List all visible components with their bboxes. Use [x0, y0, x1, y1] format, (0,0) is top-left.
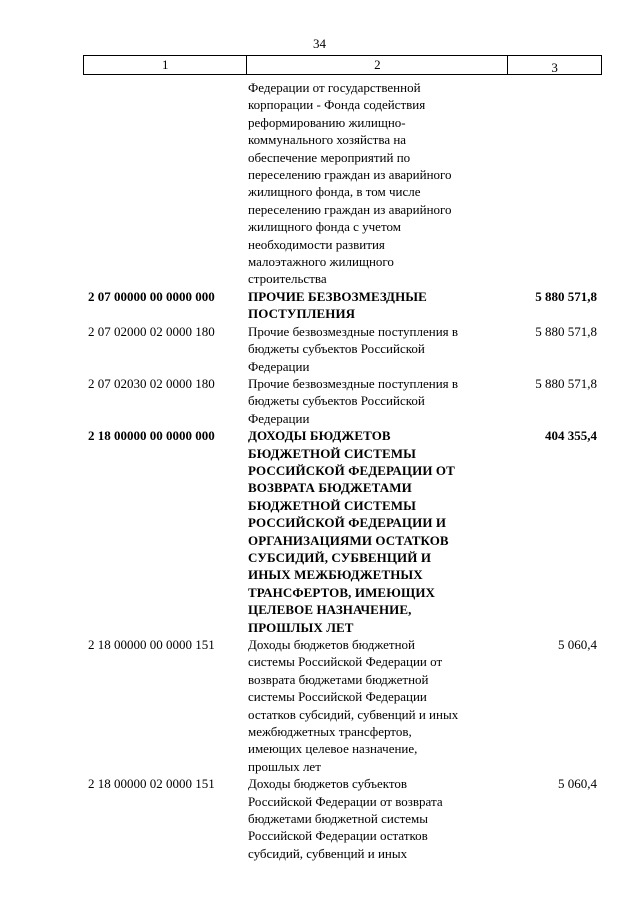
revenue-description	[248, 775, 500, 862]
description-line: Российской Федерации остатков	[248, 828, 428, 844]
description-line: жилищного фонда с учетом	[248, 219, 401, 235]
classification-code: 2 18 00000 00 0000 151	[88, 637, 215, 652]
revenue-description	[248, 427, 500, 636]
description-line: ПРОЧИЕ БЕЗВОЗМЕЗДНЫЕ	[248, 288, 427, 304]
revenue-description	[248, 636, 500, 775]
table-row	[88, 775, 602, 862]
revenue-description	[248, 79, 500, 288]
description-line: ПРОШЛЫХ ЛЕТ	[248, 619, 354, 635]
table-row	[88, 427, 602, 636]
description-line: БЮДЖЕТНОЙ СИСТЕМЫ	[248, 445, 416, 461]
description-line: Федерации	[248, 358, 310, 374]
classification-code: 2 18 00000 02 0000 151	[88, 776, 215, 792]
description-line: ОРГАНИЗАЦИЯМИ ОСТАТКОВ	[248, 532, 449, 548]
description-line: Прочие безвозмездные поступления в	[248, 323, 459, 339]
description-line: ВОЗВРАТА БЮДЖЕТАМИ	[248, 480, 412, 496]
description-line: имеющих целевое назначение,	[248, 741, 418, 757]
description-line: РОССИЙСКОЙ ФЕДЕРАЦИИ И	[248, 515, 447, 531]
revenue-description	[248, 288, 500, 323]
description-line: обеспечение мероприятий по	[248, 149, 411, 165]
revenue-description	[248, 375, 500, 427]
description-line: межбюджетных трансфертов,	[248, 724, 412, 740]
description-line: бюджеты субъектов Российской	[248, 341, 425, 357]
amount: 5 880 571,8	[535, 288, 597, 304]
classification-code: 2 18 00000 00 0000 000	[88, 428, 215, 444]
description-line: коммунального хозяйства на	[248, 132, 407, 148]
description-line: Федерации	[248, 410, 310, 426]
table-header	[83, 55, 602, 75]
description-line: остатков субсидий, субвенций и иных	[248, 706, 459, 722]
revenue-table	[88, 79, 602, 862]
description-line: СУБСИДИЙ, СУБВЕНЦИЙ И	[248, 549, 432, 565]
page-number: 34	[313, 36, 326, 51]
classification-code: 2 07 02030 02 0000 180	[88, 375, 215, 391]
header-col-3: 3	[551, 60, 558, 75]
description-line: переселению граждан из аварийного	[248, 201, 452, 217]
description-line: системы Российской Федерации от	[248, 654, 443, 670]
description-line: корпорации - Фонда содействия	[248, 97, 426, 113]
header-col-2: 2	[247, 56, 508, 74]
amount: 5 880 571,8	[535, 375, 597, 391]
table-row	[88, 375, 602, 427]
description-line: Доходы бюджетов субъектов	[248, 776, 408, 792]
table-row	[88, 79, 602, 288]
header-col-1: 1	[84, 56, 247, 74]
description-line: Доходы бюджетов бюджетной	[248, 637, 415, 652]
description-line: ПОСТУПЛЕНИЯ	[248, 306, 356, 322]
description-line: переселению граждан из аварийного	[248, 167, 452, 183]
amount: 5 880 571,8	[535, 323, 597, 339]
description-line: системы Российской Федерации	[248, 689, 427, 705]
description-line: строительства	[248, 271, 327, 287]
amount: 5 060,4	[558, 637, 597, 652]
description-line: ТРАНСФЕРТОВ, ИМЕЮЩИХ	[248, 584, 436, 600]
description-line: жилищного фонда, в том числе	[248, 184, 421, 200]
classification-code: 2 07 02000 02 0000 180	[88, 323, 215, 339]
amount: 5 060,4	[558, 776, 597, 792]
revenue-description	[248, 323, 500, 375]
description-line: ЦЕЛЕВОЕ НАЗНАЧЕНИЕ,	[248, 602, 412, 618]
description-line: ДОХОДЫ БЮДЖЕТОВ	[248, 428, 391, 444]
table-row	[88, 323, 602, 375]
table-row	[88, 636, 602, 775]
description-line: субсидий, субвенций и иных	[248, 845, 408, 861]
description-line: необходимости развития	[248, 236, 385, 252]
amount: 404 355,4	[545, 428, 597, 444]
description-line: БЮДЖЕТНОЙ СИСТЕМЫ	[248, 497, 416, 513]
description-line: возврата бюджетами бюджетной	[248, 671, 429, 687]
description-line: Российской Федерации от возврата	[248, 793, 443, 809]
description-line: бюджеты субъектов Российской	[248, 393, 425, 409]
description-line: реформированию жилищно-	[248, 114, 406, 130]
description-line: Прочие безвозмездные поступления в	[248, 375, 459, 391]
classification-code: 2 07 00000 00 0000 000	[88, 288, 215, 304]
description-line: ИНЫХ МЕЖБЮДЖЕТНЫХ	[248, 567, 423, 583]
description-line: прошлых лет	[248, 758, 321, 774]
description-line: бюджетами бюджетной системы	[248, 811, 429, 827]
description-line: Федерации от государственной	[248, 80, 421, 95]
table-row	[88, 288, 602, 323]
description-line: РОССИЙСКОЙ ФЕДЕРАЦИИ ОТ	[248, 462, 455, 478]
description-line: малоэтажного жилищного	[248, 254, 394, 270]
